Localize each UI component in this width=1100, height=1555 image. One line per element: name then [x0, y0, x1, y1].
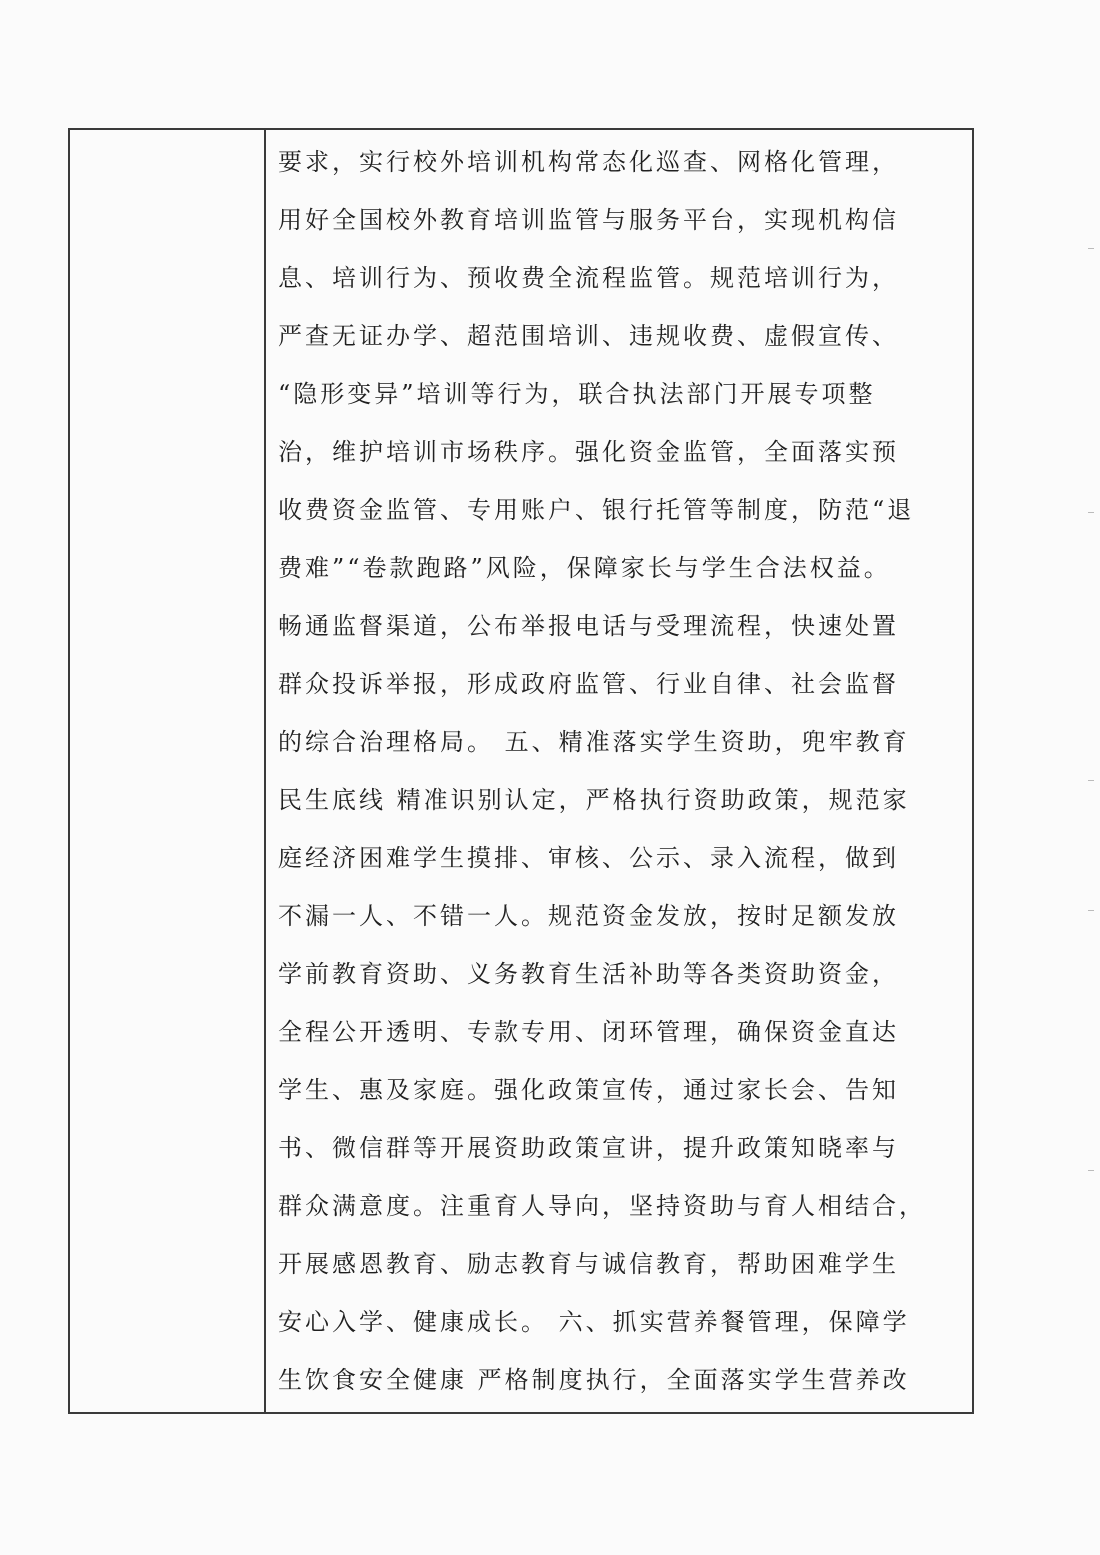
text-line: 用好全国校外教育培训监管与服务平台，实现机构信 — [278, 206, 899, 234]
margin-tick — [1088, 248, 1094, 249]
text-line: 息、培训行为、预收费全流程监管。规范培训行为， — [278, 264, 899, 292]
margin-tick — [1088, 780, 1094, 781]
text-line: 的综合治理格局。 五、精准落实学生资助，兜牢教育 — [278, 728, 910, 756]
text-line: 学生、惠及家庭。强化政策宣传，通过家长会、告知 — [278, 1076, 899, 1104]
text-line: 费难”“卷款跑路”风险，保障家长与学生合法权益。 — [278, 554, 891, 582]
text-line: 要求，实行校外培训机构常态化巡查、网格化管理， — [278, 148, 899, 176]
text-line: 生饮食安全健康 严格制度执行，全面落实学生营养改 — [278, 1366, 910, 1394]
text-line: “隐形变异”培训等行为，联合执法部门开展专项整 — [278, 380, 876, 408]
text-line: 书、微信群等开展资助政策宣讲，提升政策知晓率与 — [278, 1134, 899, 1162]
text-line: 庭经济困难学生摸排、审核、公示、录入流程，做到 — [278, 844, 899, 872]
text-line: 民生底线 精准识别认定，严格执行资助政策，规范家 — [278, 786, 910, 814]
text-line: 安心入学、健康成长。 六、抓实营养餐管理，保障学 — [278, 1308, 910, 1336]
margin-tick — [1088, 1170, 1094, 1171]
text-line: 收费资金监管、专用账户、银行托管等制度，防范“退 — [278, 496, 915, 524]
text-line: 不漏一人、不错一人。规范资金发放，按时足额发放 — [278, 902, 899, 930]
text-line: 全程公开透明、专款专用、闭环管理，确保资金直达 — [278, 1018, 899, 1046]
text-line: 学前教育资助、义务教育生活补助等各类资助资金， — [278, 960, 899, 988]
margin-tick — [1088, 512, 1094, 513]
text-line: 严查无证办学、超范围培训、违规收费、虚假宣传、 — [278, 322, 899, 350]
text-line: 群众满意度。注重育人导向，坚持资助与育人相结合， — [278, 1192, 926, 1220]
text-line: 开展感恩教育、励志教育与诚信教育，帮助困难学生 — [278, 1250, 899, 1278]
text-line: 畅通监督渠道，公布举报电话与受理流程，快速处置 — [278, 612, 899, 640]
text-line: 群众投诉举报，形成政府监管、行业自律、社会监督 — [278, 670, 899, 698]
text-line: 治，维护培训市场秩序。强化资金监管，全面落实预 — [278, 438, 899, 466]
content-cell — [266, 130, 972, 1412]
margin-tick — [1088, 910, 1094, 911]
left-label-cell — [70, 130, 264, 1412]
